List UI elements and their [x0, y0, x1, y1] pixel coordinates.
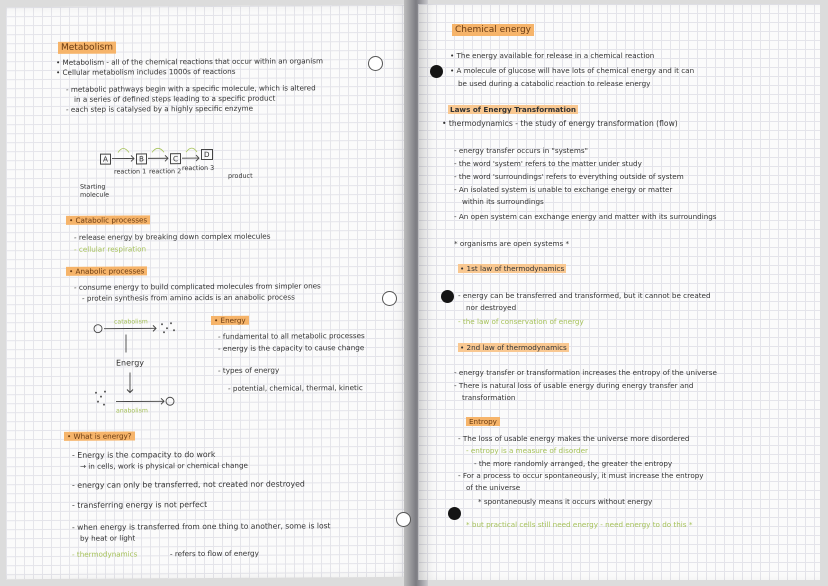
systems-line-2: - the word 'system' refers to the matter under study [454, 159, 642, 168]
thermodynamics-word: - thermodynamics [72, 549, 138, 559]
binder-hole-right-middle [441, 290, 454, 303]
energy-notes-1: - fundamental to all metabolic processes [218, 331, 365, 341]
binder-hole-left-bottom [396, 512, 411, 527]
energy-notes-title: • Energy [211, 316, 249, 325]
pathway-box-d: D [201, 149, 213, 160]
reaction-3-label: reaction 3 [182, 163, 215, 173]
cellular-metabolism: • Cellular metabolism includes 1000s of reactions [56, 66, 236, 77]
pathways-line-3: - each step is catalysed by a highly specific enzyme [66, 103, 254, 114]
pathways-line-1: - metabolic pathways begin with a specific molecule, which is altered [66, 83, 316, 94]
systems-line-1: - energy transfer occurs in "systems" [454, 146, 588, 155]
entropy-line-4: - For a process to occur spontaneously, it must increase the entropy [458, 471, 704, 480]
heat-loss-line-1: - when energy is transferred from one thing to another, some is lost [72, 521, 331, 532]
thermodynamics-definition: • thermodynamics - the study of energy transformation (flow) [442, 119, 678, 128]
systems-line-5: within its surroundings [462, 197, 544, 206]
anabolic-title: • Anabolic processes [66, 266, 147, 275]
catabolic-title: • Catabolic processes [66, 215, 150, 225]
anabolic-line-2: - protein synthesis from amino acids is an anabolic process [82, 292, 295, 303]
second-law-line-3: transformation [462, 393, 516, 402]
catabolic-line-1: - release energy by breaking down complex molecules [74, 231, 271, 242]
first-law-line-1: - energy can be transferred and transformed, but it cannot be created [458, 291, 711, 300]
entropy-line-2: - entropy is a measure of disorder [466, 446, 588, 455]
right-page [418, 4, 820, 580]
product-label: product [228, 171, 253, 180]
energy-graph [6, 7, 7, 8]
entropy-line-3: - the more randomly arranged, the greater the entropy [474, 459, 673, 468]
entropy-line-6: * spontaneously means it occurs without energy [478, 497, 653, 506]
left-page-title: Metabolism [58, 42, 116, 54]
first-law-line-2: nor destroyed [466, 303, 517, 312]
chem-line-2: • A molecule of glucose will have lots of chemical energy and it can [450, 66, 695, 75]
left-page [6, 5, 414, 579]
second-law-title: • 2nd law of thermodynamics [460, 343, 567, 352]
binder-hole-left-top [368, 56, 383, 71]
thermodynamics-flow: - refers to flow of energy [170, 548, 259, 559]
entropy-title: Entropy [466, 417, 500, 426]
binder-hole-left-middle [382, 291, 397, 306]
entropy-line-1: - The loss of usable energy makes the universe more disordered [458, 434, 690, 443]
what-is-energy-title: • What is energy? [64, 431, 135, 440]
heat-loss-line-2: by heat or light [80, 533, 136, 543]
catabolic-line-2: - cellular respiration [74, 244, 147, 254]
transferring-not-perfect: - transferring energy is not perfect [72, 500, 208, 510]
metabolism-definition: • Metabolism - all of the chemical reactions that occur within an organism [56, 56, 323, 67]
starting-molecule-label: Starting molecule [80, 182, 110, 199]
first-law-title: • 1st law of thermodynamics [460, 264, 565, 273]
energy-only-transferred: - energy can only be transferred, not created nor destroyed [72, 479, 305, 490]
reaction-2-label: reaction 2 [149, 167, 182, 176]
energy-definition-1: - Energy is the compacity to do work [72, 449, 216, 460]
energy-graph-top-label: catabolism [114, 318, 148, 326]
energy-notes-4: - potential, chemical, thermal, kinetic [228, 383, 363, 393]
energy-graph-energy-label: Energy [116, 358, 145, 368]
systems-line-6: - An open system can exchange energy and matter with its surroundings [454, 212, 717, 221]
laws-title: Laws of Energy Transformation [450, 105, 577, 114]
entropy-line-7: * but practical cells still need energy - need energy to do this * [466, 520, 693, 529]
organisms-open-systems: * organisms are open systems * [454, 239, 570, 248]
second-law-line-2: - There is natural loss of usable energy during energy transfer and [454, 381, 694, 390]
binder-hole-right-bottom [448, 507, 461, 520]
energy-definition-2: → in cells, work is physical or chemical change [80, 460, 248, 471]
binder-hole-right-top [430, 65, 443, 78]
pathways-line-2: in a series of defined steps leading to a specific product [74, 93, 276, 104]
pathway-box-b: B [136, 153, 147, 164]
first-law-line-3: - the law of conservation of energy [458, 317, 584, 326]
energy-graph-bottom-label: anabolism [116, 407, 148, 415]
chem-line-3: be used during a catabolic reaction to release energy [458, 79, 651, 88]
right-page-title: Chemical energy [452, 24, 534, 36]
pathway-box-a: A [100, 154, 111, 165]
energy-notes-2: - energy is the capacity to cause change [218, 343, 365, 353]
systems-line-4: - An isolated system is unable to exchange energy or matter [454, 185, 673, 194]
systems-line-3: - the word 'surroundings' refers to everything outside of system [454, 172, 684, 181]
entropy-line-5: of the universe [466, 483, 521, 492]
anabolic-line-1: - consume energy to build complicated molecules from simpler ones [74, 281, 321, 292]
second-law-line-1: - energy transfer or transformation increases the entropy of the universe [454, 368, 717, 377]
pathway-box-c: C [170, 153, 181, 164]
reaction-1-label: reaction 1 [114, 167, 147, 176]
chem-line-1: • The energy available for release in a chemical reaction [450, 51, 655, 60]
energy-notes-3: - types of energy [218, 365, 280, 375]
